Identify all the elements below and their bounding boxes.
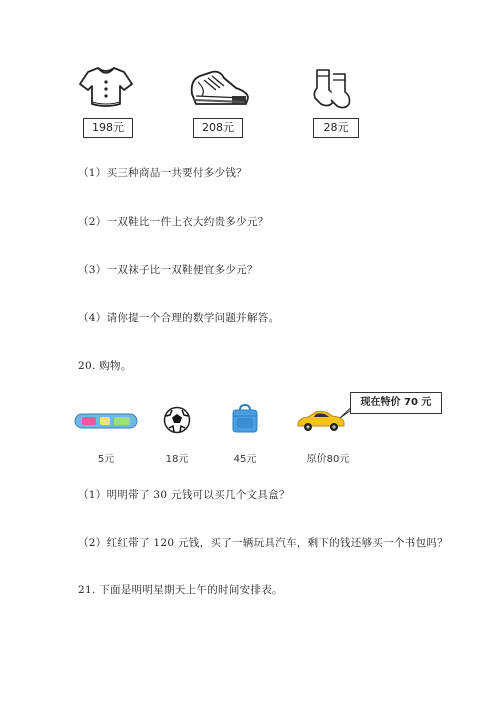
price-clothes: 198元 — [92, 121, 124, 134]
q20-title: 20. 购物。 — [78, 360, 132, 372]
q21-title: 21. 下面是明明星期天上午的时间安排表。 — [78, 584, 283, 596]
price-shoe: 208元 — [202, 121, 234, 134]
price-box-shoe — [193, 118, 243, 138]
price-pencil-case: 5元 — [97, 454, 115, 465]
pencil-case-icon — [74, 412, 138, 430]
q19-question-4: （4）请你提一个合理的数学问题并解答。 — [78, 312, 280, 324]
price-schoolbag: 45元 — [233, 454, 257, 465]
price-toy-car: 原价80元 — [306, 454, 350, 465]
q20-question-1: （1）明明带了 30 元钱可以买几个文具盒？ — [78, 489, 290, 501]
price-socks: 28元 — [323, 121, 349, 134]
q19-question-2: （2）一双鞋比一件上衣大约贵多少元？ — [78, 216, 269, 228]
football-icon — [163, 406, 191, 434]
q20-question-2: （2）红红带了 120 元钱，买了一辆玩具汽车，剩下的钱还够买一个书包吗？ — [78, 537, 448, 549]
baby-clothes-icon — [78, 64, 134, 110]
price-football: 18元 — [165, 454, 189, 465]
schoolbag-icon — [231, 404, 259, 434]
price-box-clothes — [83, 118, 133, 138]
shoe-icon — [186, 66, 252, 110]
q19-question-1: （1）买三种商品一共要付多少钱？ — [78, 167, 247, 179]
sale-price-text: 现在特价 70 元 — [360, 397, 432, 408]
socks-icon — [311, 66, 353, 110]
sale-price-callout — [350, 392, 442, 414]
q19-question-3: （3）一双袜子比一双鞋便宜多少元？ — [78, 264, 258, 276]
price-box-socks — [313, 118, 359, 138]
